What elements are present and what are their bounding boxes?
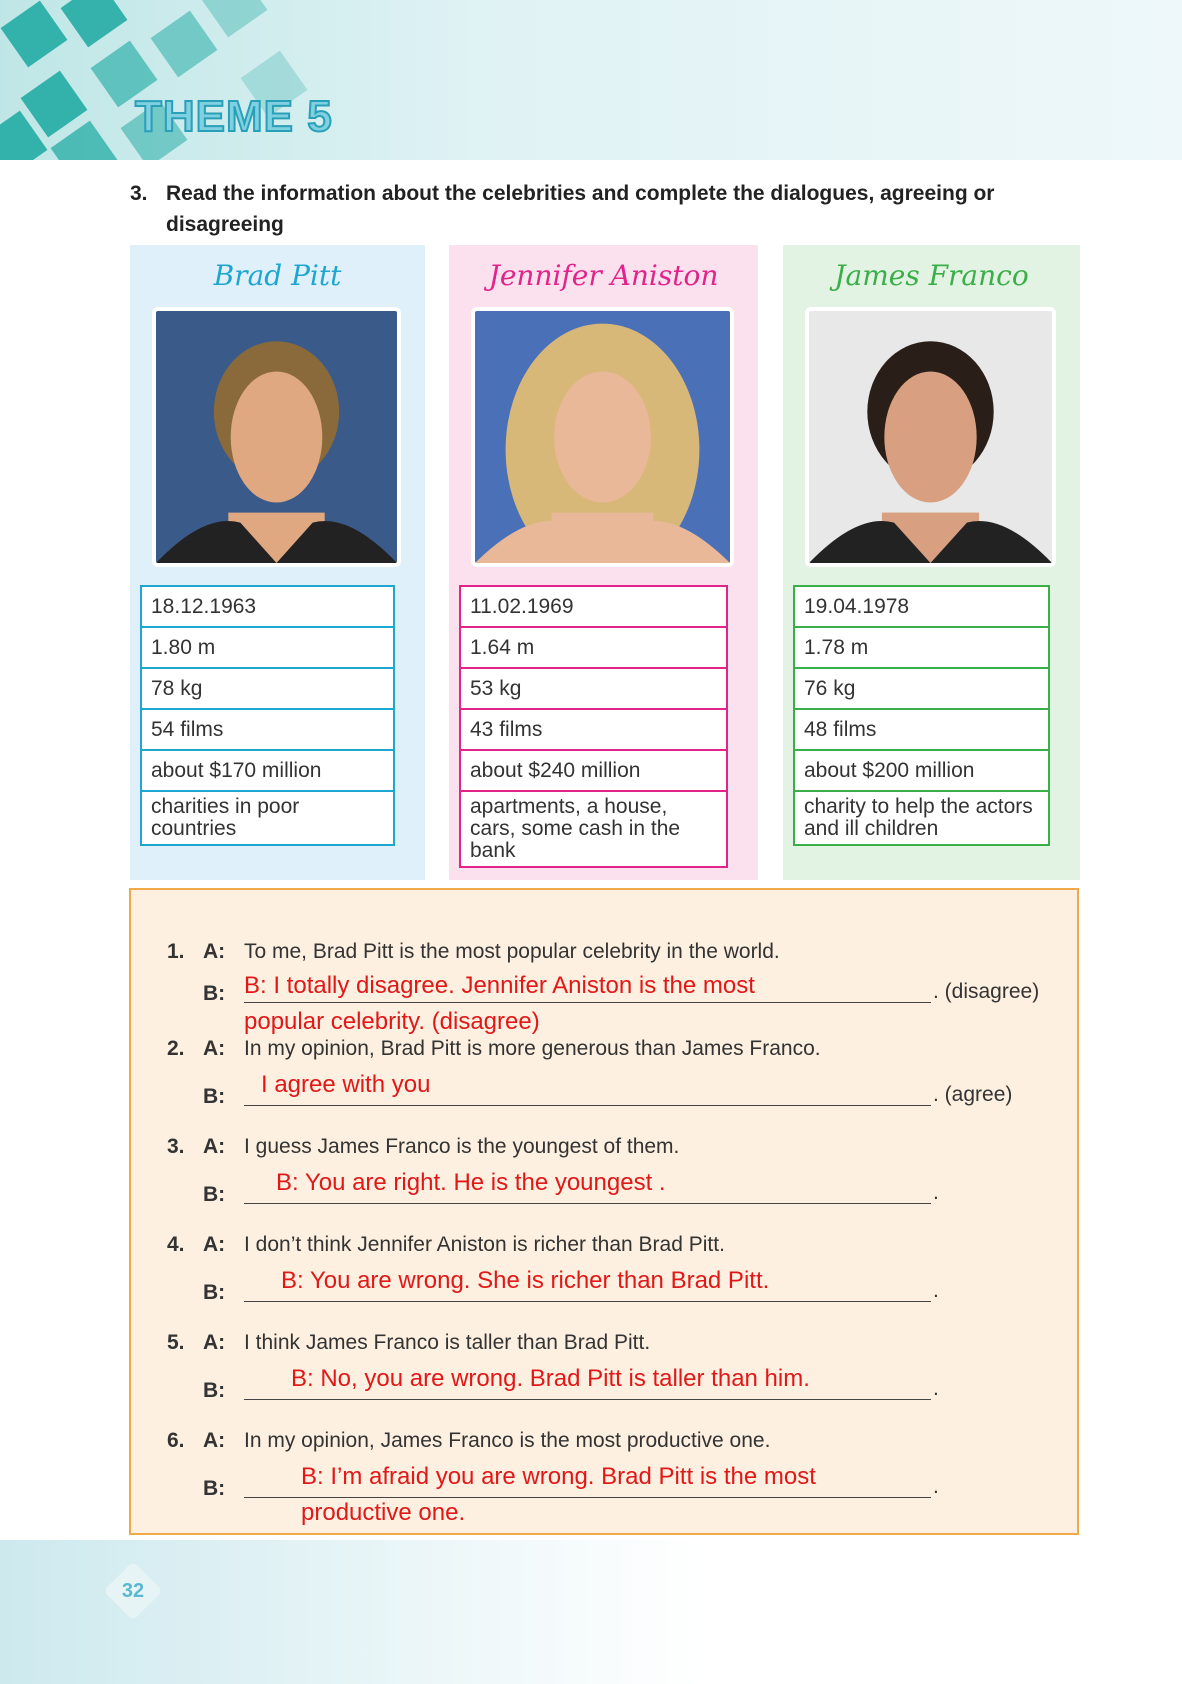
info-row (141, 586, 394, 627)
info-cell: apartments, a house, cars, some cash in the bank (460, 791, 727, 867)
info-row (794, 709, 1049, 750)
info-row (141, 709, 394, 750)
handwritten-answer: B: I totally disagree. Jennifer Aniston is the most (244, 972, 755, 999)
header-banner (0, 0, 1182, 160)
answer-hint: . (933, 1181, 939, 1204)
dialogue-number: 2. (167, 1037, 185, 1060)
handwritten-answer: B: You are wrong. She is richer than Brad Pitt. (281, 1267, 770, 1294)
info-row (794, 627, 1049, 668)
dialogue-number: 5. (167, 1331, 185, 1354)
info-row (141, 668, 394, 709)
info-row (460, 668, 727, 709)
celebrity-name: James Franco (834, 259, 1029, 292)
celebrity-name: Jennifer Aniston (488, 259, 719, 292)
info-cell: 48 films (794, 709, 1049, 750)
footer-decoration (0, 1540, 700, 1684)
answer-hint: . (933, 1279, 939, 1302)
speaker-b-label: B: (203, 982, 226, 1005)
info-row (794, 791, 1049, 845)
info-cell: charities in poor countries (141, 791, 394, 845)
answer-line[interactable] (244, 1399, 931, 1400)
celebrity-photo (471, 307, 734, 567)
answer-hint: . (disagree) (933, 980, 1040, 1003)
celebrity-card (783, 245, 1080, 880)
info-row (794, 750, 1049, 791)
info-cell: 1.64 m (460, 627, 727, 668)
info-cell: about $170 million (141, 750, 394, 791)
speaker-a-label: A: (203, 940, 226, 963)
info-cell: 1.78 m (794, 627, 1049, 668)
info-row (460, 750, 727, 791)
speaker-a-label: A: (203, 1233, 226, 1256)
celebrity-name: Brad Pitt (213, 259, 342, 292)
handwritten-answer: B: I’m afraid you are wrong. Brad Pitt is the most (301, 1463, 816, 1490)
speaker-a-label: A: (203, 1331, 226, 1354)
celebrity-info-table (793, 585, 1050, 846)
info-cell: about $200 million (794, 750, 1049, 791)
handwritten-answer-continued: productive one. (301, 1499, 466, 1526)
info-row (460, 791, 727, 867)
celebrity-card (130, 245, 425, 880)
speaker-b-label: B: (203, 1477, 226, 1500)
dialogue-number: 1. (167, 940, 185, 963)
speaker-a-text: I think James Franco is taller than Brad Pitt. (244, 1331, 651, 1354)
info-cell: 19.04.1978 (794, 586, 1049, 627)
answer-line[interactable] (244, 1105, 931, 1106)
info-cell: 11.02.1969 (460, 586, 727, 627)
celebrity-info-table (140, 585, 395, 846)
task-instruction (130, 178, 1080, 240)
speaker-a-label: A: (203, 1135, 226, 1158)
speaker-a-label: A: (203, 1429, 226, 1452)
handwritten-answer: B: You are right. He is the youngest . (276, 1169, 666, 1196)
answer-hint: . (agree) (933, 1083, 1013, 1106)
answer-line[interactable] (244, 1301, 931, 1302)
speaker-b-label: B: (203, 1183, 226, 1206)
celebrity-card (449, 245, 758, 880)
speaker-a-label: A: (203, 1037, 226, 1060)
theme-title: THEME 5 (135, 92, 333, 141)
info-cell: about $240 million (460, 750, 727, 791)
page-number: 32 (121, 1580, 145, 1602)
speaker-a-text: In my opinion, James Franco is the most productive one. (244, 1429, 771, 1452)
info-cell: 76 kg (794, 668, 1049, 709)
speaker-b-label: B: (203, 1085, 226, 1108)
info-cell: charity to help the actors and ill children (794, 791, 1049, 845)
info-row (794, 668, 1049, 709)
answer-hint: . (933, 1475, 939, 1498)
speaker-a-text: In my opinion, Brad Pitt is more generous than James Franco. (244, 1037, 821, 1060)
speaker-b-label: B: (203, 1379, 226, 1402)
info-cell: 53 kg (460, 668, 727, 709)
info-cell: 1.80 m (141, 627, 394, 668)
task-text: Read the information about the celebrities and complete the dialogues, agreeing or disagreeing (166, 182, 995, 236)
info-row (460, 709, 727, 750)
dialogue-number: 4. (167, 1233, 185, 1256)
handwritten-answer: B: No, you are wrong. Brad Pitt is taller than him. (291, 1365, 810, 1392)
dialogue-box (129, 888, 1079, 1535)
dialogue-number: 3. (167, 1135, 185, 1158)
info-row (141, 791, 394, 845)
task-number: 3. (130, 182, 148, 205)
dialogue-number: 6. (167, 1429, 185, 1452)
info-cell: 18.12.1963 (141, 586, 394, 627)
answer-line[interactable] (244, 1203, 931, 1204)
handwritten-answer: I agree with you (261, 1071, 431, 1098)
info-row (794, 586, 1049, 627)
answer-hint: . (933, 1377, 939, 1400)
info-cell: 43 films (460, 709, 727, 750)
celebrity-photo (805, 307, 1056, 567)
info-cell: 54 films (141, 709, 394, 750)
info-row (141, 627, 394, 668)
speaker-a-text: To me, Brad Pitt is the most popular celebrity in the world. (244, 940, 780, 963)
info-cell: 78 kg (141, 668, 394, 709)
info-row (460, 627, 727, 668)
info-row (460, 586, 727, 627)
speaker-a-text: I guess James Franco is the youngest of them. (244, 1135, 680, 1158)
speaker-a-text: I don’t think Jennifer Aniston is richer than Brad Pitt. (244, 1233, 725, 1256)
speaker-b-label: B: (203, 1281, 226, 1304)
celebrity-photo (152, 307, 401, 567)
celebrity-info-table (459, 585, 728, 868)
handwritten-answer-continued: popular celebrity. (disagree) (244, 1008, 540, 1035)
info-row (141, 750, 394, 791)
